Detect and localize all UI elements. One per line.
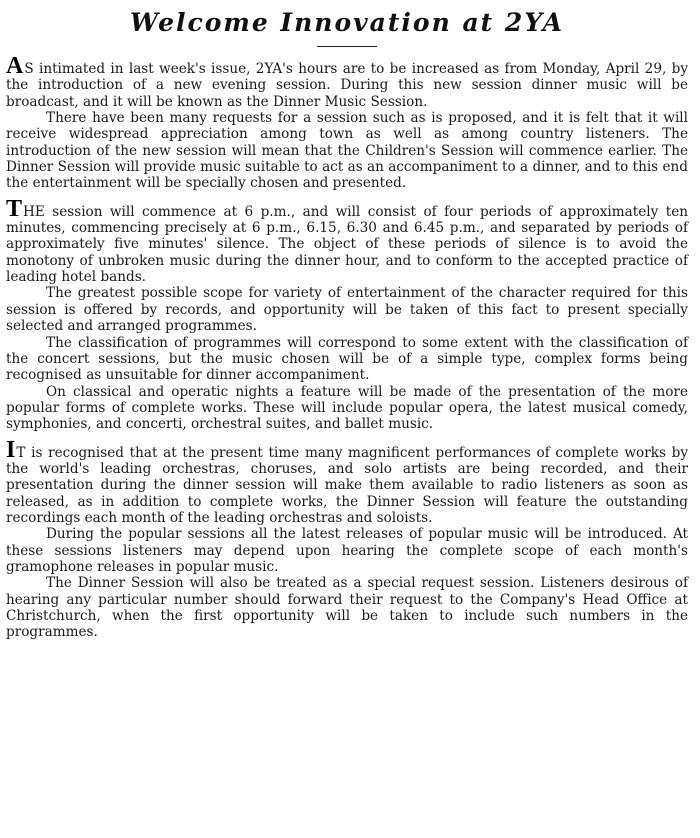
- section-1-paragraph-1: [6, 53, 688, 110]
- drop-cap: A: [6, 53, 24, 79]
- section-3: [6, 436, 688, 641]
- paragraph-text: T is recognised that at the present time many magnificent performances of complete works by the world's leading orchestras, choruses, and solo artists are being recorded, and their presentation during the dinner session will make them available to radio listeners as soon as released, as in addition to complete works, the Dinner Session will feature the outstanding recordings each month of the leading orchestras and soloists.: [6, 444, 688, 526]
- section-1: [6, 53, 688, 192]
- section-2-paragraph-2: The greatest possible scope for variety of entertainment of the character required for this session is offered by records, and opportunity will be taken of this fact to present specially selected and arranged programmes.: [6, 285, 688, 335]
- paragraph-text: S intimated in last week's issue, 2YA's hours are to be increased as from Monday, April 29, by the introduction of a new evening session. During this new session dinner music will be broadcast, and it will be known as the Dinner Music Session.: [6, 61, 688, 110]
- section-1-paragraph-2: There have been many requests for a session such as is proposed, and it is felt that it will receive widespread appreciation among town as well as among country listeners. The introduction of the new session will mean that the Children's Session will commence earlier. The Dinner Session will provide music suitable to act as an accompaniment to a dinner, and to this end the entertainment will be specially chosen and presented.: [6, 110, 688, 192]
- title-rule: [317, 46, 377, 47]
- section-2: [6, 195, 688, 433]
- section-3-paragraph-2: During the popular sessions all the latest releases of popular music will be introduced. At these sessions listeners may depend upon hearing the complete scope of each month's gramophone releases in popular music.: [6, 526, 688, 575]
- section-3-paragraph-1: [6, 436, 688, 527]
- section-2-paragraph-1: [6, 195, 688, 286]
- paragraph-text: HE session will commence at 6 p.m., and will consist of four periods of approximately ten minutes, commencing precisely at 6 p.m., 6.15, 6.30 and 6.45 p.m., and separated by periods of approximately five minutes' silence. The object of these periods of silence is to avoid the monotony of unbroken music during the dinner hour, and to conform to the accepted practice of leading hotel bands.: [6, 203, 688, 286]
- section-2-paragraph-4: On classical and operatic nights a feature will be made of the presentation of the more popular forms of complete works. These will include popular opera, the latest musical comedy, symphonies, and concerti, orchestral suites, and ballet music.: [6, 383, 688, 433]
- section-2-paragraph-3: The classification of programmes will correspond to some extent with the classification of the concert sessions, but the music chosen will be of a simple type, complex forms being recognised as unsuitable for dinner accompaniment.: [6, 334, 688, 384]
- article-title: Welcome Innovation at 2YA: [130, 8, 564, 37]
- section-3-paragraph-3: The Dinner Session will also be treated as a special request session. Listeners desirous of hearing any particular number should forward their request to the Company's Head Office at Christchurch, when the first opportunity will be taken to include such numbers in the programmes.: [6, 575, 688, 641]
- drop-cap: I: [6, 436, 16, 463]
- drop-cap: T: [6, 195, 23, 222]
